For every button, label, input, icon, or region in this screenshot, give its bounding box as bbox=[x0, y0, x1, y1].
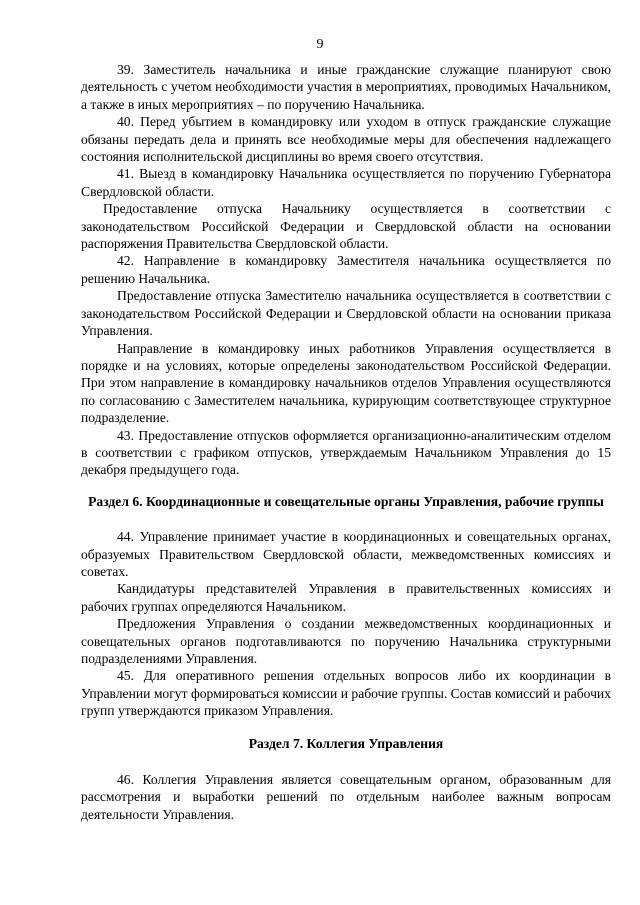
paragraph-41-leave: Предоставление отпуска Начальнику осуществляется в соответствии с законодательством Российской Федерации и Свердловской области на основании распоряжения Правительства Свердловской области. bbox=[81, 201, 611, 252]
section-7-heading: Раздел 7. Коллегия Управления bbox=[248, 735, 444, 751]
paragraph-44-candidates: Кандидатуры представителей Управления в правительственных комиссиях и рабочих группах определяются Начальником. bbox=[81, 581, 611, 614]
paragraph-44: 44. Управление принимает участие в координационных и совещательных органах, образуемых Правительством Свердловской области, межведомственных комиссиях и советах. bbox=[81, 529, 611, 579]
paragraph-45: 45. Для оперативного решения отдельных вопросов либо их координации в Управлении могут формироваться комиссии и рабочие группы. Состав комиссий и рабочих групп утверждаются приказом Управления. bbox=[81, 668, 611, 719]
paragraph-44-proposals: Предложения Управления о создании межведомственных координационных и совещательных органов подготавливаются по поручению Начальника структурными подразделениями Управления. bbox=[81, 616, 611, 666]
paragraph-46: 46. Коллегия Управления является совещательным органом, образованным для рассмотрения и выработки решений по отдельным наиболее важным вопросам деятельности Управления. bbox=[81, 772, 611, 822]
document-body bbox=[81, 61, 611, 823]
paragraph-43: 43. Предоставление отпусков оформляется организационно-аналитическим отделом в соответствии с графиком отпусков, утверждаемым Начальником Управления до 15 декабря предыдущего года. bbox=[81, 427, 611, 478]
paragraph-42: 42. Направление в командировку Заместителя начальника осуществляется по решению Начальника. bbox=[81, 253, 611, 286]
paragraph-42-leave: Предоставление отпуска Заместителю начальника осуществляется в соответствии с законодательством Российской Федерации и Свердловской области на основании приказа Управления. bbox=[81, 288, 611, 339]
paragraph-41: 41. Выезд в командировку Начальника осуществляется по поручению Губернатора Свердловской области. bbox=[81, 166, 611, 199]
section-6-heading: Раздел 6. Координационные и совещательные органы Управления, рабочие группы bbox=[88, 493, 604, 509]
paragraph-40: 40. Перед убытием в командировку или уходом в отпуск гражданские служащие обязаны передать дела и принять все необходимые меры для обеспечения надлежащего состояния исполнительской дисциплины во время своего отсутствия. bbox=[81, 114, 611, 165]
paragraph-39: 39. Заместитель начальника и иные гражданские служащие планируют свою деятельность с учетом необходимости участия в мероприятиях, проводимых Начальником, а также в иных мероприятиях – по поручению Начальника. bbox=[81, 62, 611, 112]
page-number: 9 bbox=[316, 37, 324, 52]
paragraph-42-other-staff: Направление в командировку иных работников Управления осуществляется в порядке и на условиях, которые определены законодательством Российской Федерации. При этом направление в командировку начальников отделов Управления осуществляются по согласованию с Заместителем начальника, курирующим соответствующее структурное подразделение. bbox=[81, 340, 611, 426]
